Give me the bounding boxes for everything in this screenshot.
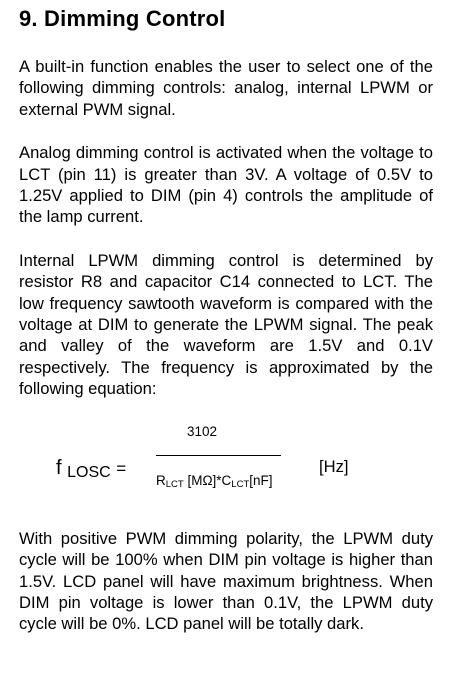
paragraph-intro: A built-in function enables the user to select one of the following dimming controls: analog, internal LPWM or external PWM signal.: [19, 57, 433, 119]
equation-subscript: LOSC: [67, 463, 111, 481]
paragraph-pwm-polarity: With positive PWM dimming polarity, the LPWM duty cycle will be 100% when DIM pin voltage is higher than 1.5V. LCD panel will have maximum brightness. When DIM pin voltage is lower than 0.1V, the LPWM duty cycle will be 0%. LCD panel will be totally dark.: [19, 528, 433, 634]
equation-numerator: 3102: [187, 423, 218, 439]
equals-sign: =: [116, 458, 127, 478]
equation-symbol: f: [56, 456, 62, 479]
den-c-symbol: C: [221, 472, 232, 488]
den-c-subscript: LCT: [231, 478, 250, 490]
document-page: [19, 6, 433, 635]
paragraph-analog-dimming: Analog dimming control is activated when the voltage to LCT (pin 11) is greater than 3V. A voltage of 0.5V to 1.25V applied to DIM (pin 4) controls the amplitude of the lamp current.: [19, 143, 433, 227]
fraction-bar: [156, 455, 281, 456]
paragraph-internal-lpwm: Internal LPWM dimming control is determined by resistor R8 and capacitor C14 connected to LCT. The low frequency sawtooth waveform is compared with the voltage at DIM to generate the LPWM signal. The peak and valley of the waveform are 1.5V and 0.1V respectively. The frequency is approximated by the following equation:: [19, 250, 433, 399]
den-r-unit: [MΩ]*: [183, 472, 222, 488]
den-c-unit: [nF]: [249, 472, 273, 488]
den-r-subscript: LCT: [165, 478, 184, 490]
den-r-symbol: R: [156, 472, 166, 488]
equation-unit: [Hz]: [319, 456, 349, 476]
section-title: 9. Dimming Control: [19, 6, 226, 31]
equation-lhs: [56, 456, 126, 482]
frequency-equation: [19, 410, 433, 528]
equation-denominator: [156, 473, 273, 490]
